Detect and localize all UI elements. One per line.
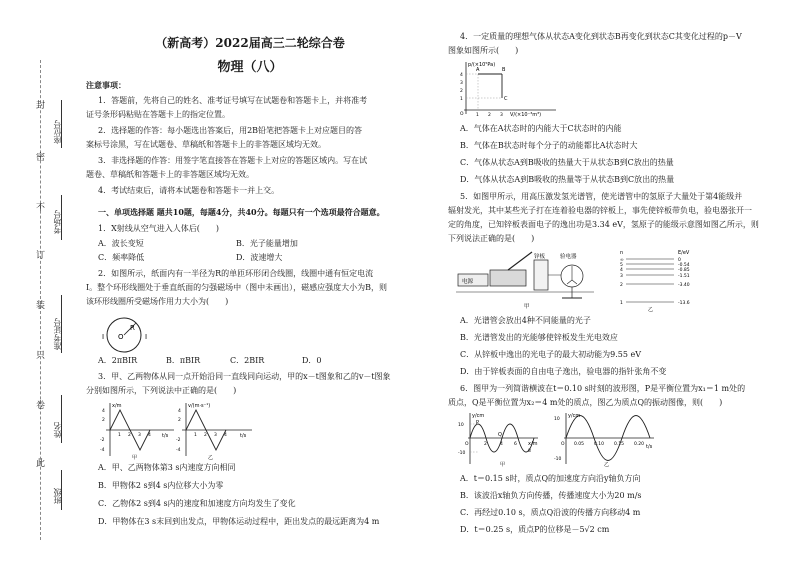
name-label: 姓名	[53, 422, 62, 438]
q5-stem-line: 定的角度，已知锌板表面电子的逸出功是3.34 eV，氢原子的能级示意图如图乙所示，则	[448, 220, 759, 229]
exam-id-label: 准考证号	[53, 318, 62, 350]
svg-text:3: 3	[460, 81, 463, 86]
q1-option-b: B．光子能量增加	[236, 239, 298, 248]
q6-option-d: D．t＝0.25 s，质点P的位移是－5√2 cm	[460, 525, 610, 534]
svg-text:1: 1	[118, 433, 121, 438]
vt-caption: 乙	[208, 455, 214, 460]
xt-caption: 甲	[132, 455, 138, 460]
q5-option-c: C．从锌板中逸出的光电子的最大初动能为9.55 eV	[460, 350, 641, 359]
svg-text:-13.6: -13.6	[678, 301, 690, 306]
fig-yi-caption: 乙	[648, 307, 654, 312]
q1-stem: 1．X射线从空气进入人体后( )	[98, 224, 220, 233]
level-row	[620, 282, 690, 288]
electroscope-label: 验电器	[560, 254, 577, 260]
seal-char: 不	[36, 203, 46, 213]
vt-xlabel: t/s	[240, 433, 247, 439]
seal-char: 只	[36, 351, 46, 361]
q5-apparatus-figure	[454, 246, 614, 312]
note-line: 1．答题前，先将自己的姓名、准考证号填写在试题卷和答题卡上，并将准考	[98, 96, 368, 105]
seal-char: 卷	[36, 401, 46, 411]
radius-label: R	[130, 324, 135, 332]
q4-stem-line: 4．一定质量的理想气体从状态A变化到状态B再变化到状态C其变化过程的p－V	[460, 32, 742, 41]
svg-text:2: 2	[488, 113, 491, 118]
q6-option-c: C．再经过0.10 s，质点Q沿波的传播方向移动4 m	[460, 508, 641, 517]
note-line: 2．选择题的作答：每小题选出答案后，用2B铅笔把答题卡上对应题目的答	[98, 126, 363, 135]
zinc-label: 锌板	[534, 254, 546, 260]
svg-text:2: 2	[204, 433, 207, 438]
note-line: 证号条形码粘贴在答题卡上的指定位置。	[86, 110, 230, 119]
q5-stem-line: 5．如图甲所示，用高压激发氢光谱管，使光谱管中的氢原子大量处于第4能级并	[460, 192, 743, 201]
svg-text:-0.54: -0.54	[678, 263, 690, 268]
zinc-plate	[534, 260, 548, 290]
svg-text:3: 3	[214, 433, 217, 438]
svg-text:0.15: 0.15	[614, 442, 625, 447]
svg-text:-2: -2	[100, 438, 105, 443]
power-label: 电源	[462, 279, 474, 285]
svg-text:2: 2	[128, 433, 131, 438]
svg-text:6: 6	[514, 442, 517, 447]
note-line: 题卷、草稿纸和答题卡上的非答题区域均无效。	[86, 170, 254, 179]
note-line: 4．考试结束后，请将本试题卷和答题卡一并上交。	[98, 186, 280, 195]
svg-text:-4: -4	[176, 448, 181, 453]
class-label: 班级	[53, 488, 62, 504]
svg-text:1: 1	[460, 97, 463, 102]
seal-char: 封	[36, 101, 46, 111]
room-label: 考场号	[53, 210, 62, 234]
level-n-header: n	[620, 250, 624, 256]
notes-heading: 注意事项：	[86, 80, 126, 90]
q2-stem-line: 该环形线圈所受磁场作用力大小为( )	[86, 297, 229, 306]
q3-xt-graph	[98, 400, 178, 460]
svg-text:-3.40: -3.40	[678, 283, 690, 288]
svg-text:4: 4	[178, 409, 181, 414]
q5-option-d: D．由于锌板表面的自由电子逸出，验电器的指针张角不变	[460, 367, 667, 376]
wave-ylabel: y/cm	[472, 413, 485, 419]
svg-text:O: O	[460, 112, 464, 117]
q5-stem-line: 辐射发光，其中某些光子打在连着验电器的锌板上，事先使锌板带负电，验电器张开一	[448, 206, 752, 215]
svg-text:-1.51: -1.51	[678, 274, 690, 279]
level-row	[620, 300, 690, 306]
svg-text:2: 2	[102, 418, 105, 423]
state-b: B	[502, 67, 506, 73]
wave-xlabel: x/m	[528, 441, 538, 447]
q3-option-c: C．乙物体2 s到4 s内的速度和加速度方向均发生了变化	[98, 499, 296, 508]
subject-title: 物理（八）	[217, 60, 283, 75]
q6-vibration-graph	[554, 410, 660, 468]
svg-text:-10: -10	[458, 451, 466, 456]
pv-xlabel: V/(×10⁻³m³)	[510, 112, 542, 118]
q3-stem-line: 分别如图所示，下列说法中正确的是( )	[86, 386, 237, 395]
q3-option-b: B．甲物体2 s到4 s内位移大小为零	[98, 481, 224, 490]
q3-stem-line: 3．甲、乙两物体从同一点开始沿同一直线同向运动，甲的x－t图象和乙的v－t图象	[98, 372, 391, 381]
level-e-header: E/eV	[678, 250, 690, 256]
svg-text:4: 4	[500, 442, 503, 447]
svg-text:0.05: 0.05	[574, 442, 585, 447]
vib-caption: 乙	[604, 462, 610, 468]
svg-text:-4: -4	[100, 448, 105, 453]
q3-option-d: D．甲物体在3 s末回到出发点，甲物体运动过程中，距出发点的最远距离为4 m	[98, 517, 380, 526]
q4-stem-line: 图象如图所示( )	[448, 46, 519, 55]
current-label-right: I	[145, 333, 148, 341]
seal-char: 密	[36, 153, 46, 163]
xt-ylabel: x/m	[112, 403, 122, 409]
svg-text:4: 4	[148, 433, 151, 438]
exam-title: （新高考）2022届高三二轮综合卷	[155, 36, 345, 50]
q4-option-a: A．气体在A状态时的内能大于C状态时的内能	[460, 124, 622, 133]
svg-text:10: 10	[554, 417, 560, 422]
q4-option-d: D．气体从状态A到B吸收的热量等于从状态B到C放出的热量	[460, 175, 675, 184]
section-heading: 一、单项选择题 题共10题，每题4分，共40分。每题只有一个选项最符合题意。	[98, 207, 385, 217]
q1-option-d: D．波速增大	[236, 253, 283, 262]
q6-stem-line: 6．图甲为一列简谐横波在t＝0.10 s时刻的波形图，P是平衡位置为x₁＝1 m处的	[460, 384, 746, 393]
fig-jia-caption: 甲	[524, 304, 530, 310]
q2-stem-line: I。整个环形线圈处于垂直纸面的匀强磁场中（图中未画出），磁感应强度大小为B，则	[86, 283, 388, 292]
q6-wave-graph	[458, 410, 544, 468]
svg-text:2: 2	[460, 89, 463, 94]
seat-label: 座位号	[53, 120, 62, 144]
q3-option-a: A．甲、乙两物体第3 s内速度方向相同	[98, 463, 236, 472]
svg-text:3: 3	[500, 113, 503, 118]
q3-vt-graph	[174, 400, 258, 460]
q2-option-d: D．0	[302, 356, 322, 365]
svg-text:0.20: 0.20	[634, 442, 645, 447]
q5-option-b: B．光谱管发出的光能够使锌板发生光电效应	[460, 333, 618, 342]
q5-energy-level-figure	[618, 246, 728, 312]
point-q-label: Q	[498, 432, 502, 438]
center-label: O	[118, 333, 124, 341]
svg-text:-2: -2	[176, 438, 181, 443]
svg-text:8: 8	[528, 449, 531, 454]
note-line: 3．非选择题的作答：用签字笔直接答在答题卡上对应的答题区域内。写在试	[98, 156, 368, 165]
vib-ylabel: y/cm	[568, 413, 581, 419]
seal-char: 订	[36, 251, 46, 261]
q6-stem-line: 质点，Q是平衡位置为x₂＝4 m处的质点，图乙为质点Q的振动图像，则( )	[448, 398, 723, 407]
svg-text:2: 2	[484, 442, 487, 447]
wave-caption: 甲	[500, 462, 506, 468]
svg-text:-0.85: -0.85	[678, 268, 690, 273]
level-row	[620, 257, 681, 263]
svg-text:4: 4	[102, 409, 105, 414]
level-row	[620, 267, 690, 273]
svg-text:∞: ∞	[620, 258, 624, 263]
svg-text:4: 4	[460, 73, 463, 78]
q2-coil-figure	[96, 315, 176, 355]
q4-option-b: B．气体在B状态时每个分子的动能都比A状态时大	[460, 141, 638, 150]
note-line: 案标号涂黑，写在试题卷、草稿纸和答题卡上的非答题区域均无效。	[86, 140, 326, 149]
q2-option-b: B．πBIR	[166, 356, 201, 365]
svg-text:10: 10	[458, 423, 464, 428]
pv-ylabel: p/(×10⁵Pa)	[468, 62, 496, 68]
svg-text:5: 5	[620, 263, 623, 268]
svg-text:-10: -10	[554, 457, 562, 462]
q2-option-c: C．2BIR	[230, 356, 265, 365]
vib-xlabel: t/s	[646, 444, 653, 450]
point-p-label: P	[476, 420, 480, 426]
q2-option-a: A．2πBIR	[98, 356, 138, 365]
seal-char: 此	[36, 459, 46, 469]
svg-text:3: 3	[620, 274, 623, 279]
svg-text:0: 0	[678, 258, 681, 263]
q5-option-a: A．光谱管会放出4种不同能量的光子	[460, 316, 591, 325]
svg-text:4: 4	[620, 268, 623, 273]
q6-option-b: B．该波沿x轴负方向传播，传播速度大小为20 m/s	[460, 491, 642, 500]
seal-char: 装	[36, 301, 46, 311]
vt-ylabel: v/(m·s⁻¹)	[188, 403, 211, 409]
svg-text:2: 2	[620, 283, 623, 288]
state-c: C	[504, 96, 508, 102]
q1-option-c: C．频率降低	[98, 253, 145, 262]
q6-option-a: A．t＝0.15 s时，质点Q的加速度方向沿y轴负方向	[460, 474, 641, 483]
svg-text:2: 2	[178, 418, 181, 423]
q4-pv-graph	[456, 58, 560, 118]
svg-text:1: 1	[194, 433, 197, 438]
svg-text:1: 1	[620, 301, 623, 306]
state-a: A	[476, 67, 480, 73]
svg-text:O: O	[465, 442, 469, 447]
xt-xlabel: t/s	[162, 433, 169, 439]
svg-text:0.10: 0.10	[594, 442, 605, 447]
svg-text:1: 1	[476, 113, 479, 118]
q1-option-a: A．波长变短	[98, 239, 144, 248]
q4-option-c: C．气体从状态A到B吸收的热量大于从状态B到C放出的热量	[460, 158, 674, 167]
q2-stem-line: 2．如图所示，纸面内有一半径为R的单匝环形闭合线圈，线圈中通有恒定电流	[98, 269, 374, 278]
spectrum-tube	[490, 270, 526, 286]
svg-text:4: 4	[224, 433, 227, 438]
level-row	[620, 273, 690, 279]
svg-text:3: 3	[138, 433, 141, 438]
q5-stem-line: 下列说法正确的是( )	[448, 234, 535, 243]
current-label-left: I	[102, 333, 105, 341]
svg-text:O: O	[561, 442, 565, 447]
